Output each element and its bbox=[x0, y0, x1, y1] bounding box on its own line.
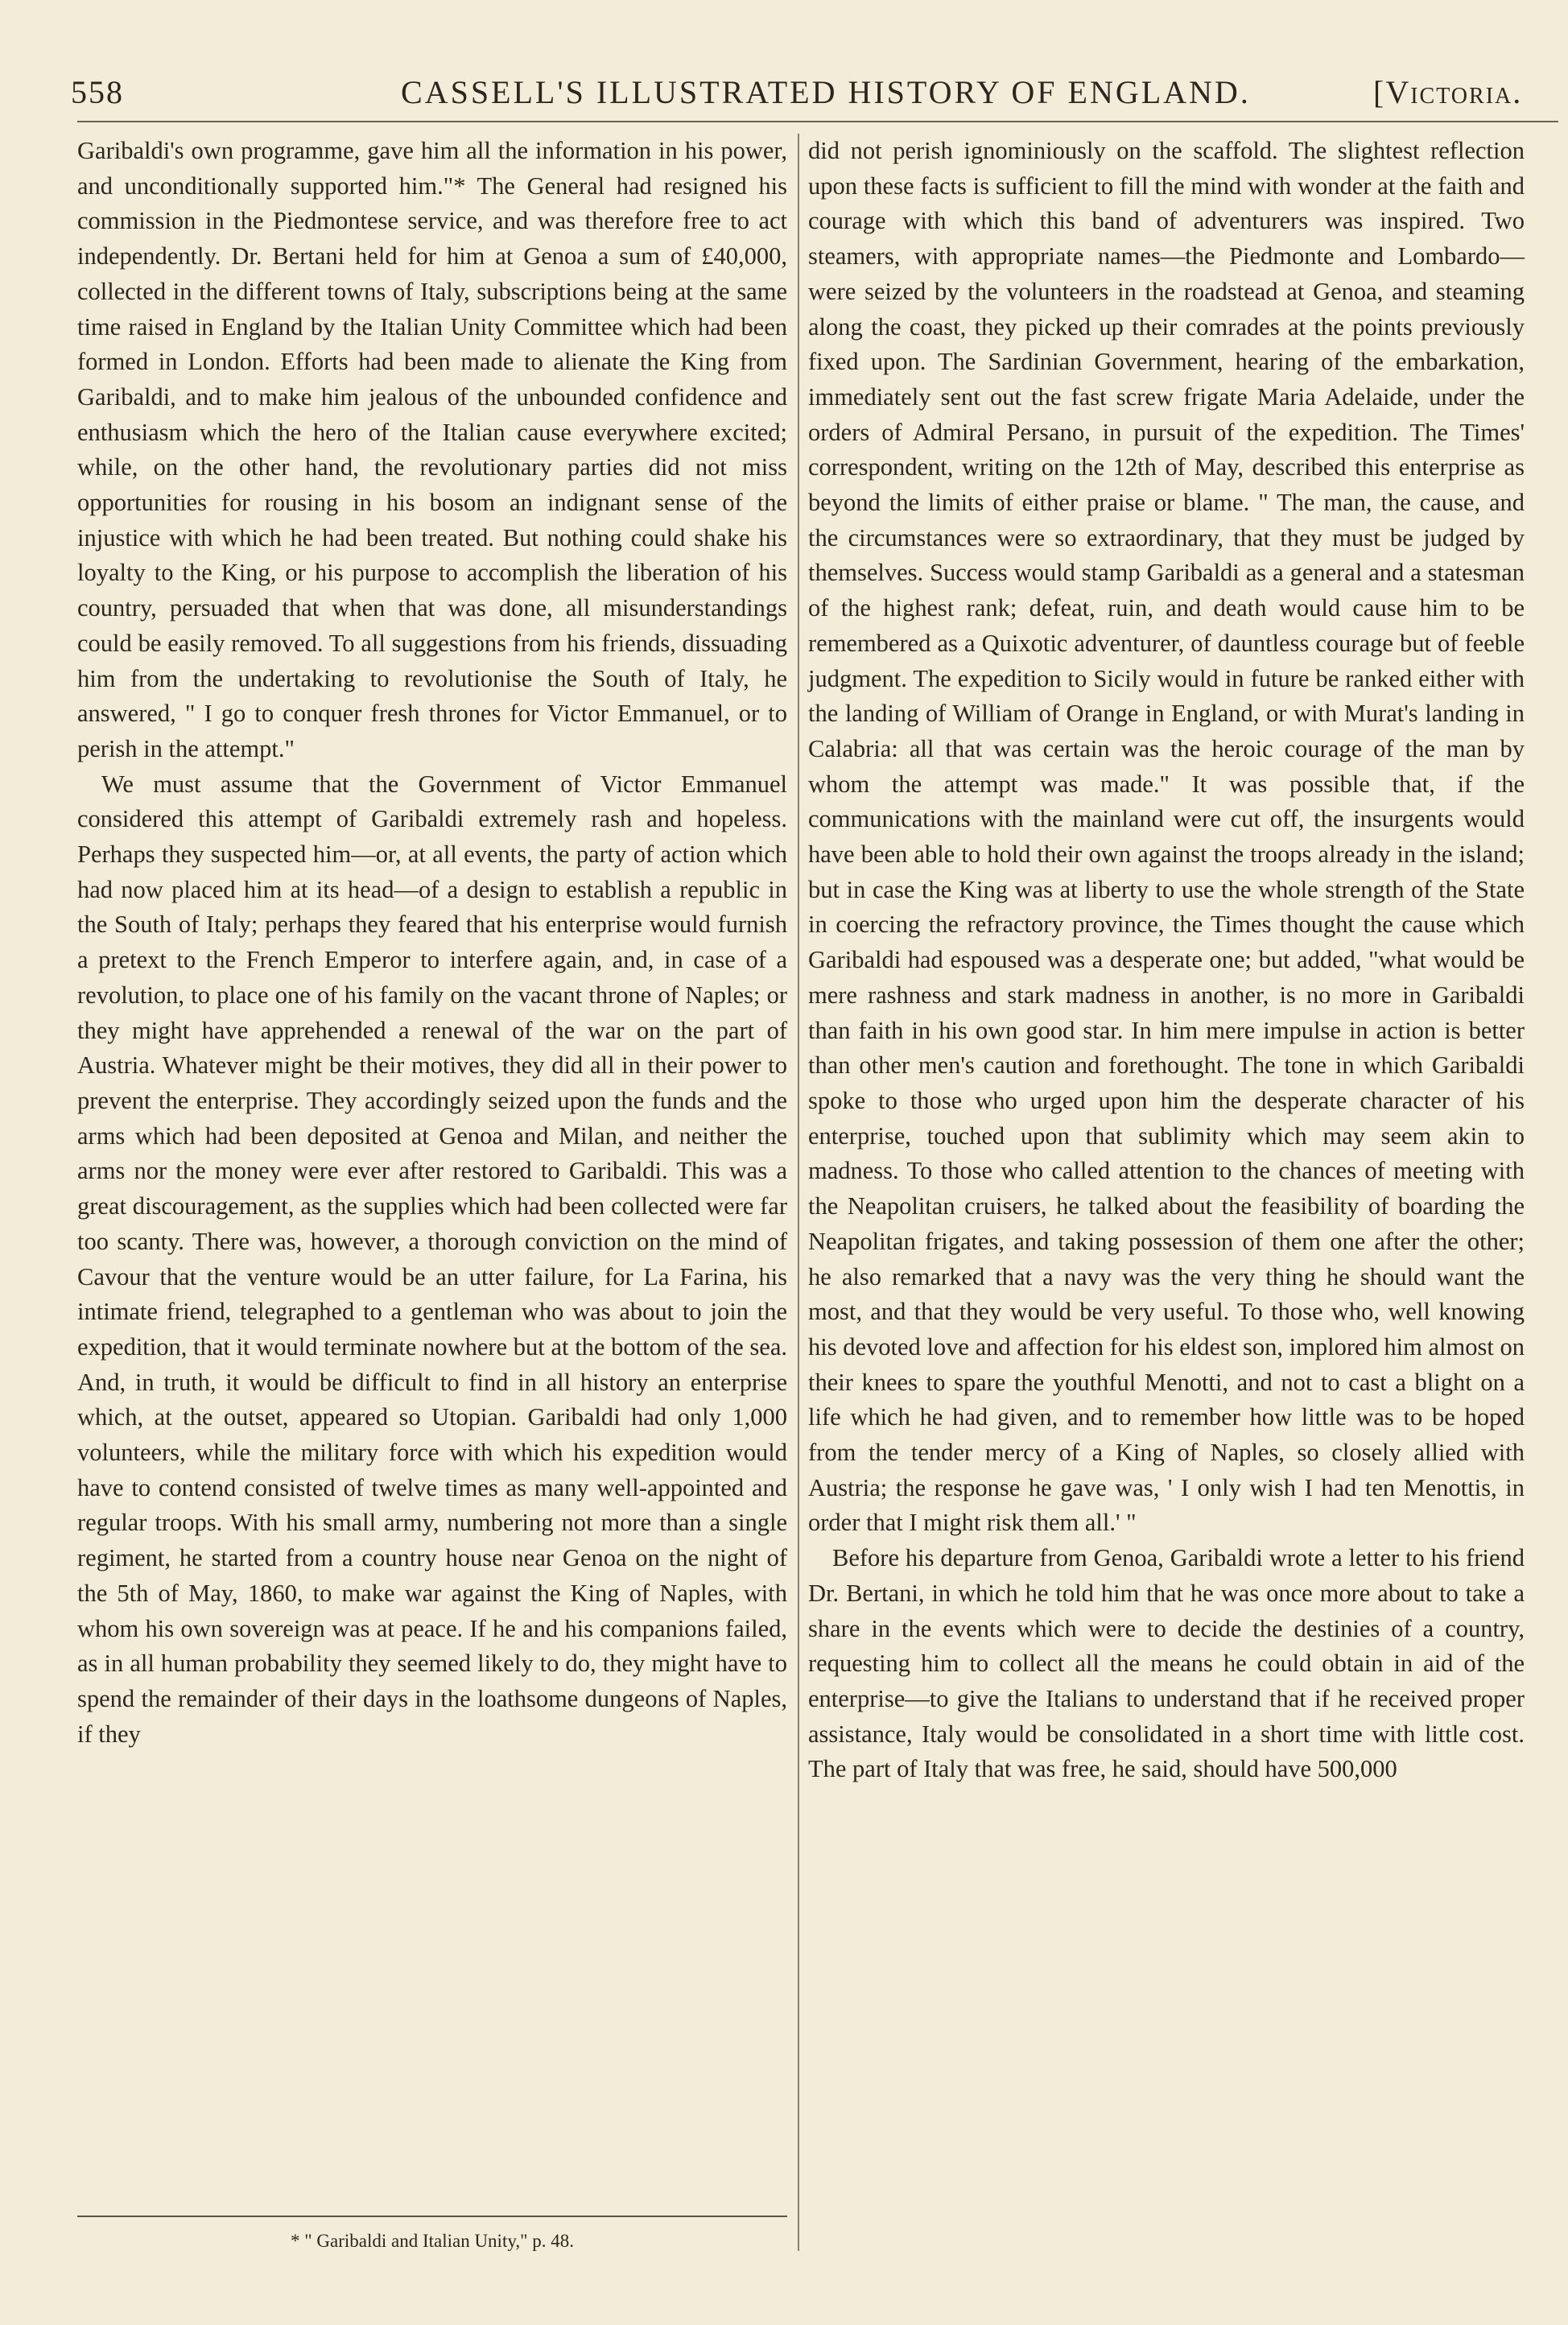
left-paragraph-1: Garibaldi's own programme, gave him all the information in his power, and unconditionally supported him."* The General had resigned his commission in the Piedmontese service, and was therefore free to act independently. Dr. Bertani held for him at Genoa a sum of £40,000, collected in the different towns of Italy, subscriptions being at the same time raised in England by the Italian Unity Committee which had been formed in London. Efforts had been made to alienate the King from Garibaldi, and to make him jealous of the unbounded confidence and enthusiasm which the hero of the Italian cause everywhere excited; while, on the other hand, the revolutionary parties did not miss opportunities for rousing in his bosom an indignant sense of the injustice with which he had been treated. But nothing could shake his loyalty to the King, or his purpose to accomplish the liberation of his country, persuaded that when that was done, all misunderstandings could be easily removed. To all suggestions from his friends, dissuading him from the undertaking to revolutionise the South of Italy, he answered, " I go to conquer fresh thrones for Victor Emmanuel, or to perish in the attempt." bbox=[77, 137, 787, 762]
header-rule bbox=[77, 121, 1558, 122]
running-title: CASSELL'S ILLUSTRATED HISTORY OF ENGLAND. bbox=[401, 74, 1251, 110]
page-number: 558 bbox=[71, 74, 124, 110]
right-paragraph-2: Before his departure from Genoa, Garibaldi wrote a letter to his friend Dr. Bertani, in which he told him that he was once more about to take a share in the events which were to decide the destinies of a country, requesting him to collect all the means he could obtain in aid of the enterprise—to give the Italians to understand that if he received proper assistance, Italy would be consolidated in a short time with little cost. The part of Italy that was free, he said, should have 500,000 bbox=[808, 1544, 1525, 1783]
right-column bbox=[808, 134, 1525, 1787]
section-label: [Victoria. bbox=[1373, 74, 1523, 110]
left-column bbox=[77, 134, 787, 1752]
column-divider bbox=[798, 134, 799, 2251]
footnote-rule bbox=[77, 2216, 787, 2217]
right-paragraph-1: did not perish ignominiously on the scaffold. The slightest reflection upon these facts is sufficient to fill the mind with wonder at the faith and courage with which this band of adventurers was inspired. Two steamers, with appropriate names—the Piedmonte and Lombardo—were seized by the volunteers in the roadstead at Genoa, and steaming along the coast, they picked up their comrades at the points previously fixed upon. The Sardinian Government, hearing of the embarkation, immediately sent out the fast screw frigate Maria Adelaide, under the orders of Admiral Persano, in pursuit of the expedition. The Times' correspondent, writing on the 12th of May, described this enterprise as beyond the limits of either praise or blame. " The man, the cause, and the circumstances were so extraordinary, that they must be judged by themselves. Success would stamp Garibaldi as a general and a statesman of the highest rank; defeat, ruin, and death would cause him to be remembered as a Quixotic adventurer, of dauntless courage but of feeble judgment. The expedition to Sicily would in future be ranked either with the landing of William of Orange in England, or with Murat's landing in Calabria: all that was certain was the heroic courage of the man by whom the attempt was made." It was possible that, if the communications with the mainland were cut off, the insurgents would have been able to hold their own against the troops already in the island; but in case the King was at liberty to use the whole strength of the State in coercing the refractory province, the Times thought the cause which Garibaldi had espoused was a desperate one; but added, "what would be mere rashness and stark madness in another, is no more in Garibaldi than faith in his own good star. In him mere impulse in action is better than other men's caution and forethought. The tone in which Garibaldi spoke to those who urged upon him the desperate character of his enterprise, touched upon that sublimity which may seem akin to madness. To those who called attention to the chances of meeting with the Neapolitan cruisers, he talked about the feasibility of boarding the Neapolitan frigates, and taking possession of them one after the other; he also remarked that a navy was the very thing he should want the most, and that they would be very useful. To those who, well knowing his devoted love and affection for his eldest son, implored him almost on their knees to spare the youthful Menotti, and not to cast a blight on a life which he had given, and to remember how little was to be hoped from the tender mercy of a King of Naples, so closely allied with Austria; the response he gave was, ' I only wish I had ten Menottis, in order that I might risk them all.' " bbox=[808, 137, 1525, 1537]
left-paragraph-2: We must assume that the Government of Victor Emmanuel considered this attempt of Garibaldi extremely rash and hopeless. Perhaps they suspected him—or, at all events, the party of action which had now placed him at its head—of a design to establish a republic in the South of Italy; perhaps they feared that his enterprise would furnish a pretext to the French Emperor to interfere again, and, in case of a revolution, to place one of his family on the vacant throne of Naples; or they might have apprehended a renewal of the war on the part of Austria. Whatever might be their motives, they did all in their power to prevent the enterprise. They accordingly seized upon the funds and the arms which had been deposited at Genoa and Milan, and neither the arms nor the money were ever after restored to Garibaldi. This was a great discouragement, as the supplies which had been collected were far too scanty. There was, however, a thorough conviction on the mind of Cavour that the venture would be an utter failure, for La Farina, his intimate friend, telegraphed to a gentleman who was about to join the expedition, that it would terminate nowhere but at the bottom of the sea. And, in truth, it would be difficult to find in all history an enterprise which, at the outset, appeared so Utopian. Garibaldi had only 1,000 volunteers, while the military force with which his expedition would have to contend consisted of twelve times as many well-appointed and regular troops. With his small army, numbering not more than a single regiment, he started from a country house near Genoa on the night of the 5th of May, 1860, to make war against the King of Naples, with whom his own sovereign was at peace. If he and his companions failed, as in all human probability they seemed likely to do, they might have to spend the remainder of their days in the loathsome dungeons of Naples, if they bbox=[77, 770, 787, 1748]
footnote: * " Garibaldi and Italian Unity," p. 48. bbox=[291, 2231, 574, 2251]
page-header bbox=[71, 71, 1568, 114]
